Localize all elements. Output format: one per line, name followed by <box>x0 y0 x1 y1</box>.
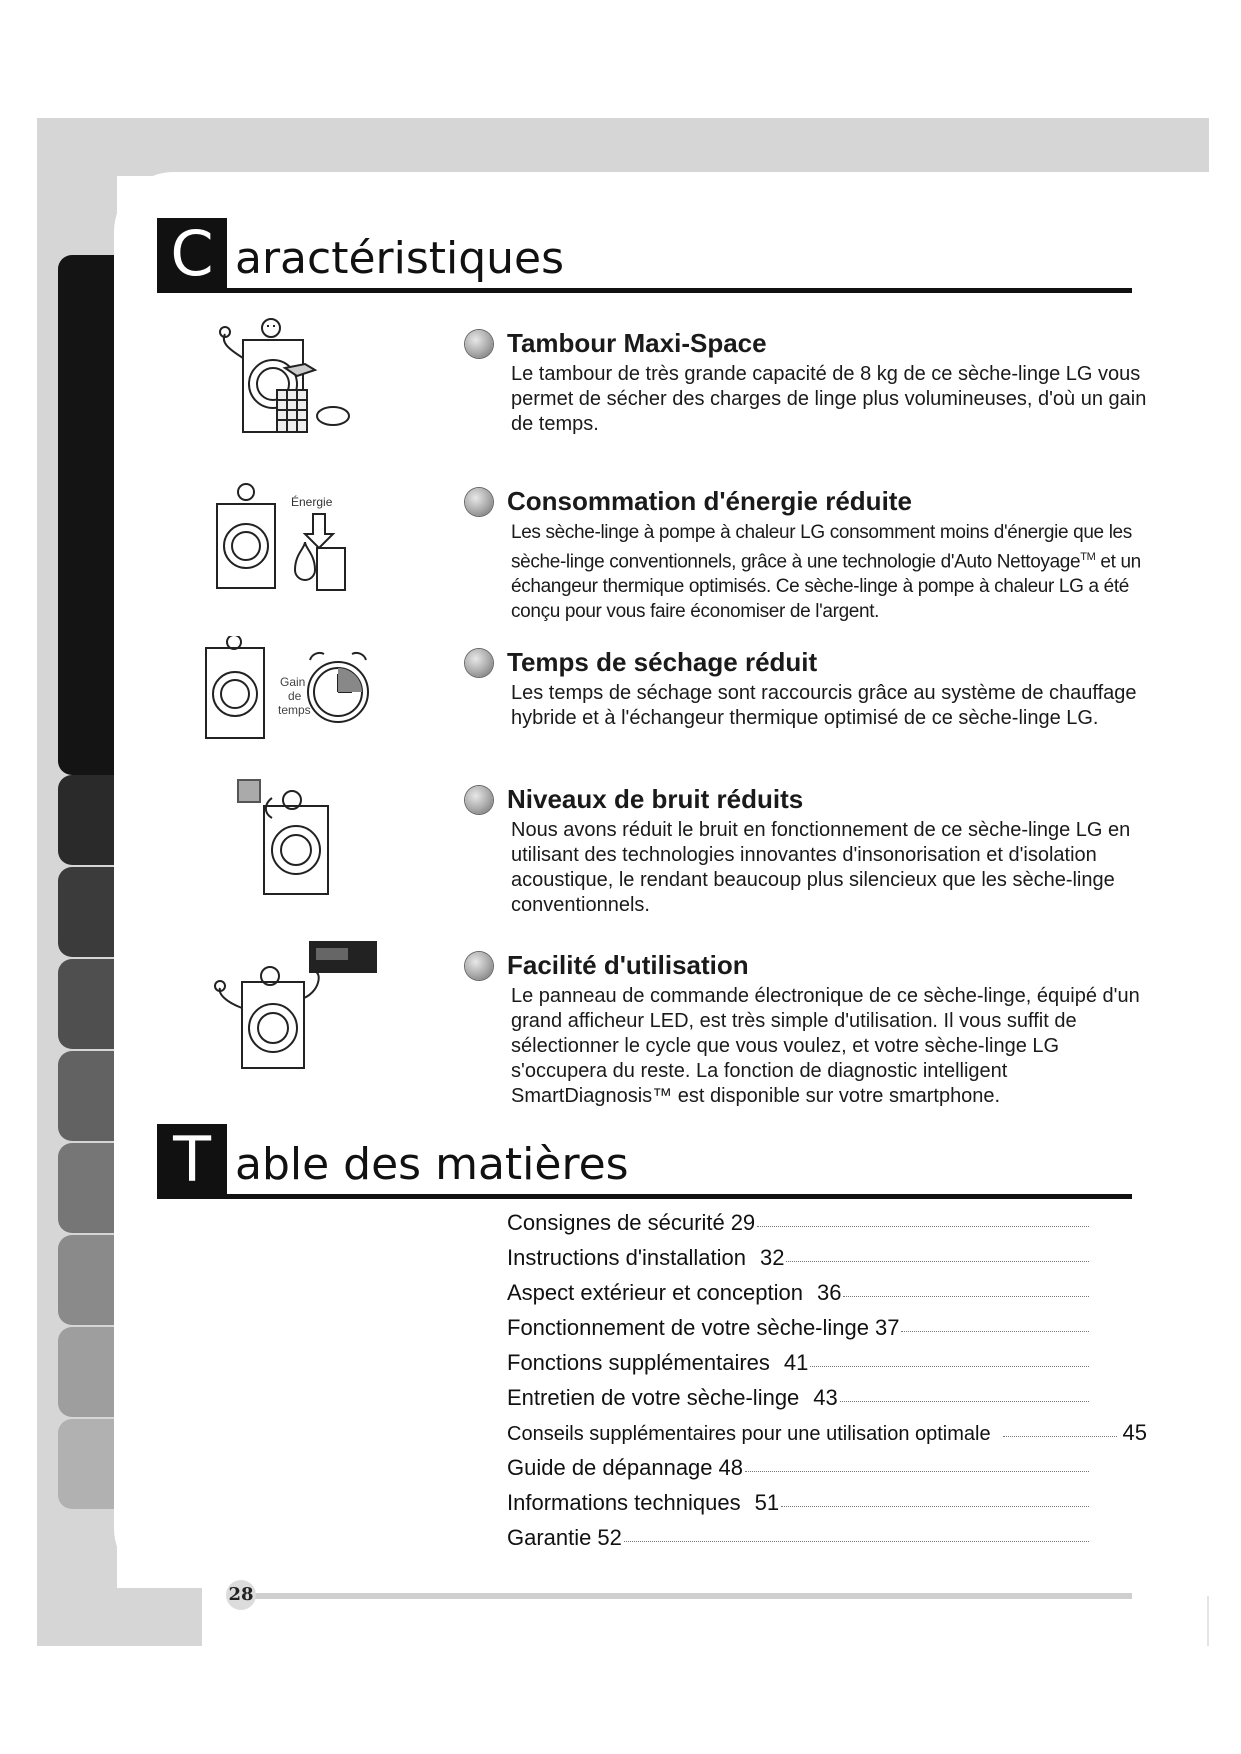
toc-leader <box>840 1400 1089 1402</box>
feature-text: Les temps de séchage sont raccourcis grâce au système de chauffage hybride et à l'échangeur thermique optimisé de ce sèche-linge LG. <box>511 682 1137 729</box>
toc-title: Garantie <box>507 1525 592 1550</box>
energy-illustration <box>213 482 363 597</box>
page-frame-right-edge <box>1207 1596 1209 1646</box>
page-frame-bottom <box>37 1588 202 1646</box>
toc-page: 45 <box>1122 1420 1147 1445</box>
chapter-tab-1[interactable] <box>58 255 118 775</box>
chapter-tab-4[interactable] <box>58 959 118 1049</box>
toc-title: Consignes de sécurité <box>507 1210 725 1235</box>
toc-page: 29 <box>730 1210 756 1235</box>
toc-page: 32 <box>760 1245 785 1270</box>
chapter-tab-9[interactable] <box>58 1419 118 1509</box>
feature-title: Facilité d'utilisation <box>507 950 749 980</box>
toc-entry[interactable] <box>507 1415 1147 1450</box>
toc-leader <box>901 1330 1089 1332</box>
feature-title: Temps de séchage réduit <box>507 647 818 677</box>
page-number: 28 <box>226 1580 256 1610</box>
drum-illustration <box>215 318 355 438</box>
chapter-tab-2[interactable] <box>58 775 118 865</box>
toc-entry[interactable] <box>507 1310 1089 1345</box>
toc-entry[interactable] <box>507 1275 1089 1310</box>
toc-leader <box>757 1225 1089 1227</box>
bullet-icon <box>465 488 493 516</box>
toc-page: 37 <box>875 1315 900 1340</box>
toc-entry[interactable] <box>507 1520 1089 1555</box>
feature-text: Le tambour de très grande capacité de 8 kg de ce sèche-linge LG vous permet de sécher des charges de linge plus volumineuses, d'où un gain de temps. <box>511 363 1147 435</box>
toc-page: 36 <box>816 1280 842 1305</box>
quiet-illustration <box>232 778 347 898</box>
section-heading-toc <box>157 1124 1132 1199</box>
feature-text-part-2: et un échangeur thermique optimisés. Ce sèche-linge à pompe à chaleur LG a été conçu pour vous faire économiser de l'argent. <box>511 551 1141 623</box>
feature-title: Tambour Maxi-Space <box>507 328 767 358</box>
feature-text: Nous avons réduit le bruit en fonctionnement de ce sèche-linge LG en utilisant des technologies innovantes d'insonorisation et d'isolation acoustique, le rendant beaucoup plus silencieux que les sèche-linge conventionnels. <box>511 819 1131 916</box>
toc-title: Entretien de votre sèche-linge <box>507 1385 800 1410</box>
toc-title: Aspect extérieur et conception <box>507 1280 803 1305</box>
bullet-icon <box>465 786 493 814</box>
heading-text: able des matières <box>235 1139 629 1190</box>
heading-text: aractéristiques <box>235 233 565 284</box>
toc-leader <box>1003 1435 1117 1437</box>
toc-page: 48 <box>718 1455 744 1480</box>
toc-title: Conseils supplémentaires pour une utilisation optimale <box>507 1423 991 1445</box>
toc-leader <box>810 1365 1089 1367</box>
toc-title: Fonctionnement de votre sèche-linge <box>507 1315 869 1340</box>
footer-rule <box>250 1593 1132 1599</box>
page-frame-top <box>37 118 1209 176</box>
toc-title: Informations techniques <box>507 1490 741 1515</box>
section-heading-characteristics <box>157 218 1132 293</box>
toc-leader <box>745 1470 1089 1472</box>
bullet-icon <box>465 330 493 358</box>
toc-page: 43 <box>813 1385 838 1410</box>
toc-page: 51 <box>754 1490 780 1515</box>
toc-leader <box>781 1505 1089 1507</box>
chapter-tab-7[interactable] <box>58 1235 118 1325</box>
heading-initial: T <box>157 1124 227 1196</box>
toc-page: 52 <box>597 1525 622 1550</box>
feature-text-part-1: Les sèche-linge à pompe à chaleur LG consomment moins d'énergie que les sèche-linge conventionnels, grâce à une technologie d'Auto Nettoyage <box>511 522 1132 573</box>
chapter-tab-3[interactable] <box>58 867 118 957</box>
feature-text: Le panneau de commande électronique de ce sèche-linge, équipé d'un grand afficheur LED, est très simple d'utilisation. Il vous suffit de sélectionner le cycle que vous voulez, et votre sèche-linge LG s'occupera du reste. La fonction de diagnostic intelligent SmartDiagnosis™ est disponible sur votre smartphone. <box>511 985 1140 1107</box>
toc-title: Fonctions supplémentaires <box>507 1350 770 1375</box>
energy-label: Énergie <box>291 495 333 509</box>
control-panel-illustration <box>212 938 382 1073</box>
gain-label-1: Gain <box>280 675 306 689</box>
bullet-icon <box>465 649 493 677</box>
toc-page: 41 <box>783 1350 809 1375</box>
chapter-tab-5[interactable] <box>58 1051 118 1141</box>
toc-title: Instructions d'installation <box>507 1245 746 1270</box>
time-gain-illustration <box>202 636 372 746</box>
table-of-contents <box>507 1205 1147 1555</box>
toc-title: Guide de dépannage <box>507 1455 713 1480</box>
toc-entry[interactable] <box>507 1205 1089 1240</box>
feature-title: Consommation d'énergie réduite <box>507 486 912 516</box>
gain-label-3: temps <box>278 703 311 717</box>
toc-leader <box>624 1540 1089 1542</box>
toc-leader <box>786 1260 1089 1262</box>
chapter-tab-8[interactable] <box>58 1327 118 1417</box>
toc-entry[interactable] <box>507 1345 1089 1380</box>
chapter-tab-6[interactable] <box>58 1143 118 1233</box>
toc-leader <box>843 1295 1089 1297</box>
toc-entry[interactable] <box>507 1450 1089 1485</box>
toc-entry[interactable] <box>507 1240 1089 1275</box>
feature-text <box>511 520 1151 624</box>
heading-initial: C <box>157 218 227 290</box>
gain-label-2: de <box>288 689 302 703</box>
toc-entry[interactable] <box>507 1380 1089 1415</box>
toc-entry[interactable] <box>507 1485 1089 1520</box>
bullet-icon <box>465 952 493 980</box>
trademark-sup: TM <box>1080 551 1096 563</box>
feature-title: Niveaux de bruit réduits <box>507 784 804 814</box>
